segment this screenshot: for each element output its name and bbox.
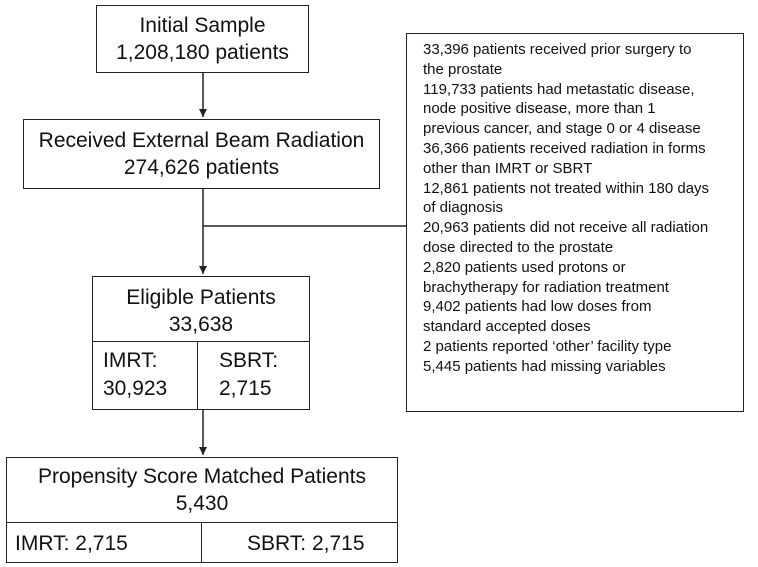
exclusion-line: node positive disease, more than 1 bbox=[423, 100, 656, 118]
exclusion-line: 2,820 patients used protons or bbox=[423, 258, 626, 276]
exclusion-criteria-box bbox=[406, 33, 744, 412]
matched-count: 5,430 bbox=[175, 492, 229, 515]
eligible-imrt-label: IMRT: bbox=[103, 349, 158, 372]
eligible-box bbox=[92, 276, 310, 410]
exclusion-line: 5,445 patients had missing variables bbox=[423, 357, 666, 375]
eligible-title: Eligible Patients bbox=[126, 286, 276, 309]
exclusion-line: standard accepted doses bbox=[423, 318, 591, 336]
exclusion-line: the prostate bbox=[423, 60, 503, 78]
initial-sample-count: 1,208,180 patients bbox=[116, 41, 289, 64]
eligible-sbrt-count: 2,715 bbox=[219, 377, 272, 400]
eligible-sbrt-label: SBRT: bbox=[219, 349, 279, 372]
ebr-count: 274,626 patients bbox=[123, 156, 280, 179]
initial-sample-box bbox=[96, 5, 309, 73]
matched-imrt: IMRT: 2,715 bbox=[15, 532, 128, 555]
exclusion-line: brachytherapy for radiation treatment bbox=[423, 278, 669, 296]
exclusion-line: dose directed to the prostate bbox=[423, 238, 614, 256]
exclusion-line: of diagnosis bbox=[423, 199, 504, 217]
exclusion-line: 20,963 patients did not receive all radiation bbox=[423, 219, 709, 237]
exclusion-line: 36,366 patients received radiation in forms bbox=[423, 139, 706, 157]
eligible-count: 33,638 bbox=[168, 313, 234, 336]
ebr-box bbox=[23, 119, 380, 189]
matched-sbrt: SBRT: 2,715 bbox=[247, 532, 365, 555]
eligible-imrt-count: 30,923 bbox=[103, 377, 168, 400]
ebr-title: Received External Beam Radiation bbox=[38, 129, 365, 152]
matched-title: Propensity Score Matched Patients bbox=[37, 465, 366, 488]
exclusion-line: 2 patients reported ‘other’ facility type bbox=[423, 337, 672, 355]
initial-sample-title: Initial Sample bbox=[139, 14, 266, 37]
matched-box bbox=[6, 457, 398, 563]
exclusion-line: 9,402 patients had low doses from bbox=[423, 298, 652, 316]
exclusion-line: previous cancer, and stage 0 or 4 disease bbox=[423, 120, 701, 138]
exclusion-line: 119,733 patients had metastatic disease, bbox=[423, 80, 695, 98]
exclusion-line: other than IMRT or SBRT bbox=[423, 159, 593, 177]
exclusion-line: 12,861 patients not treated within 180 days bbox=[423, 179, 710, 197]
exclusion-line: 33,396 patients received prior surgery to bbox=[423, 41, 692, 58]
